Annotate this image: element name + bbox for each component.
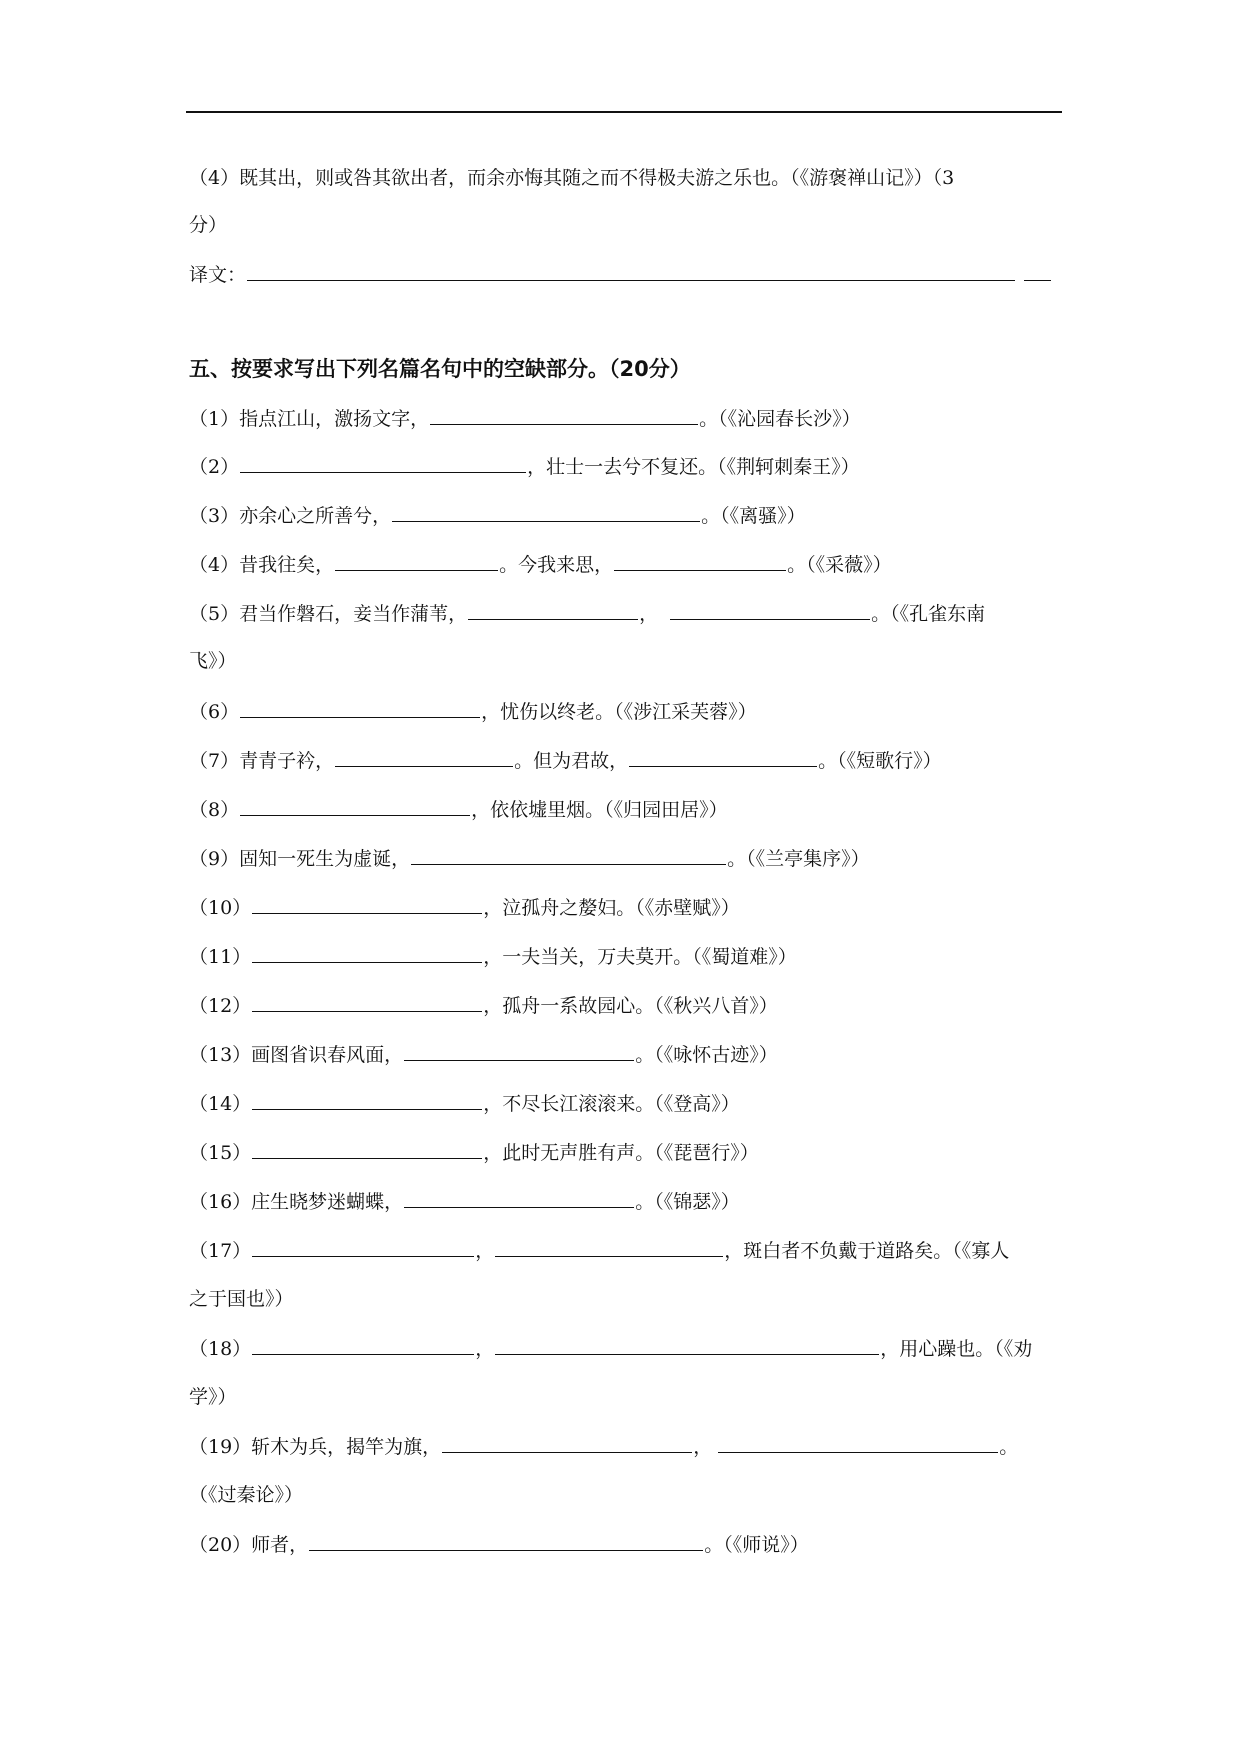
item-13-blank[interactable] xyxy=(404,1042,634,1061)
item-14: （14） ，不尽长江滚滚来。（《登高》） xyxy=(189,1093,740,1115)
item-18-blank-2[interactable] xyxy=(495,1336,879,1355)
item-10: （10） ，泣孤舟之嫠妇。（《赤壁赋》） xyxy=(189,897,740,919)
item-3-blank[interactable] xyxy=(392,503,700,522)
item-17: （17） ， ，斑白者不负戴于道路矣。（《寡人 xyxy=(189,1240,1010,1262)
item-13: （13）画图省识春风面， 。（《咏怀古迹》） xyxy=(189,1044,778,1066)
item-4-blank-2[interactable] xyxy=(614,552,786,571)
item-11-blank[interactable] xyxy=(252,944,482,963)
item-11: （11） ，一夫当关，万夫莫开。（《蜀道难》） xyxy=(189,946,797,968)
item-19-continued: （《过秦论》） xyxy=(189,1484,304,1506)
item-16: （16）庄生晓梦迷蝴蝶， 。（《锦瑟》） xyxy=(189,1191,740,1213)
item-20-blank[interactable] xyxy=(309,1532,703,1551)
item-19-blank-2[interactable] xyxy=(718,1434,998,1453)
header-rule xyxy=(186,111,1062,113)
item-18: （18） ， ，用心躁也。（《劝 xyxy=(189,1338,1033,1360)
item-18-blank-1[interactable] xyxy=(252,1336,474,1355)
item-5: （5）君当作磐石，妾当作蒲苇， ， 。（《孔雀东南 xyxy=(189,603,986,625)
item-17-blank-1[interactable] xyxy=(252,1238,474,1257)
item-1-blank[interactable] xyxy=(430,406,698,425)
item-2-blank[interactable] xyxy=(240,454,526,473)
item-7-blank-2[interactable] xyxy=(629,748,817,767)
item-12: （12） ，孤舟一系故园心。（《秋兴八首》） xyxy=(189,995,778,1017)
item-4-blank-1[interactable] xyxy=(335,552,498,571)
item-1: （1）指点江山，激扬文字， 。（《沁园春长沙》） xyxy=(189,408,861,430)
item-17-continued: 之于国也》） xyxy=(189,1288,294,1310)
q4-translation-row xyxy=(189,262,1069,287)
item-8: （8） ，依依墟里烟。（《归园田居》） xyxy=(189,799,728,821)
item-5-blank-2[interactable] xyxy=(670,601,870,620)
item-6: （6） ，忧伤以终老。（《涉江采芙蓉》） xyxy=(189,701,757,723)
item-14-blank[interactable] xyxy=(252,1091,482,1110)
item-4: （4）昔我往矣， 。今我来思， 。（《采薇》） xyxy=(189,554,892,576)
item-8-blank[interactable] xyxy=(240,797,470,816)
item-5-continued: 飞》） xyxy=(189,650,237,672)
item-19: （19）斩木为兵，揭竿为旗， ， 。 xyxy=(189,1436,1019,1458)
item-19-blank-1[interactable] xyxy=(442,1434,692,1453)
item-15-blank[interactable] xyxy=(252,1140,482,1159)
translation-label: 译文： xyxy=(189,264,247,286)
item-6-blank[interactable] xyxy=(240,699,480,718)
item-7: （7）青青子衿， 。但为君故， 。（《短歌行》） xyxy=(189,750,942,772)
item-9-blank[interactable] xyxy=(411,846,726,865)
item-9: （9）固知一死生为虚诞， 。（《兰亭集序》） xyxy=(189,848,870,870)
q4-sentence-line1: （4）既其出，则或咎其欲出者，而余亦悔其随之而不得极夫游之乐也。（《游褒禅山记》）（3 xyxy=(189,167,955,189)
item-18-continued: 学》） xyxy=(189,1386,237,1408)
item-7-blank-1[interactable] xyxy=(335,748,513,767)
item-5-blank-1[interactable] xyxy=(468,601,638,620)
item-15: （15） ，此时无声胜有声。（《琵琶行》） xyxy=(189,1142,759,1164)
translation-blank[interactable] xyxy=(247,262,1015,281)
section-5-heading: 五、按要求写出下列名篇名句中的空缺部分。（20分） xyxy=(189,357,691,381)
translation-blank-tail[interactable] xyxy=(1024,262,1051,281)
item-2: （2） ，壮士一去兮不复还。（《荆轲刺秦王》） xyxy=(189,456,860,478)
item-16-blank[interactable] xyxy=(404,1189,634,1208)
item-20: （20）师者， 。（《师说》） xyxy=(189,1534,809,1556)
item-10-blank[interactable] xyxy=(252,895,482,914)
item-17-blank-2[interactable] xyxy=(495,1238,723,1257)
item-3: （3）亦余心之所善兮， 。（《离骚》） xyxy=(189,505,806,527)
q4-sentence-line2: 分） xyxy=(189,214,228,236)
item-12-blank[interactable] xyxy=(252,993,482,1012)
